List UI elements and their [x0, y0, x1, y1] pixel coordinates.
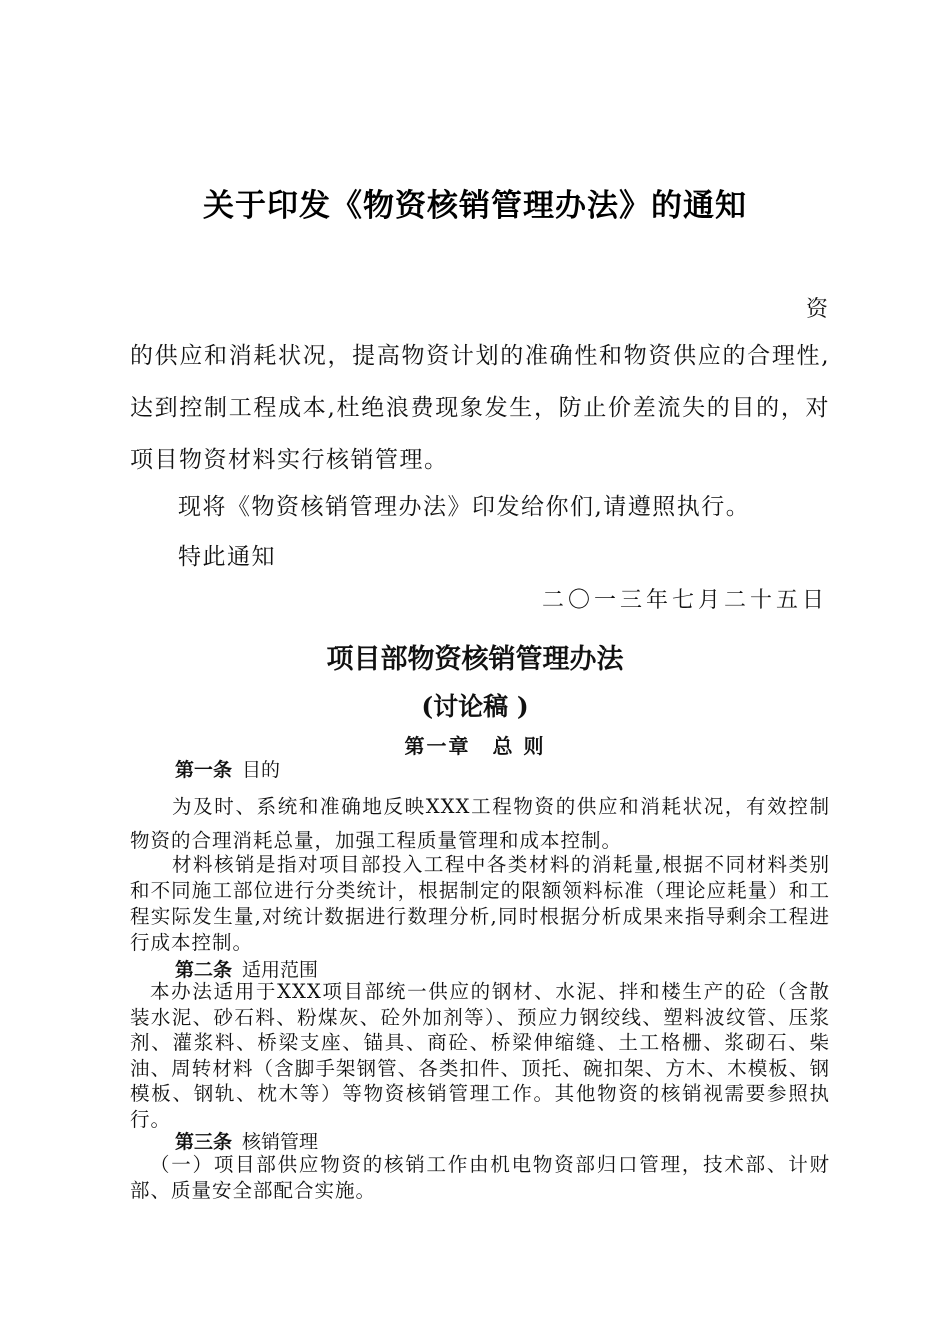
article-1-heading [175, 755, 280, 782]
article-3-text: （一）项目部供应物资的核销工作由机电物资部归口管理，技术部、计财部、质量安全部配合实施。 [130, 1153, 830, 1202]
article-1-name: 目的 [242, 759, 281, 781]
rules-title: 项目部物资核销管理办法 [326, 644, 624, 675]
article-3-label: 第三条 [175, 1131, 233, 1153]
notice-paragraph-1: 的供应和消耗状况，提高物资计划的准确性和物资供应的合理性,达到控制工程成本,杜绝浪费现象发生，防止价差流失的目的，对项目物资材料实行核销管理。 [130, 343, 830, 473]
article-3-name: 核销管理 [242, 1131, 319, 1153]
article-1-text-2: 材料核销是指对项目部投入工程中各类材料的消耗量,根据不同材料类别和不同施工部位进行分类统计，根据制定的限额领料标准（理论应耗量）和工程实际发生量,对统计数据进行数理分析,同时根据分析成果来指导剩余工程进行成本控制。 [130, 853, 830, 954]
article-2-text: 本办法适用于XXX项目部统一供应的钢材、水泥、拌和楼生产的砼（含散装水泥、砂石料、粉煤灰、砼外加剂等）、预应力钢绞线、塑料波纹管、压浆剂、灌浆料、桥梁支座、锚具、商砼、桥梁伸缩缝、土工格栅、浆砌石、柴油、周转材料（含脚手架钢管、各类扣件、顶托、碗扣架、方木、木模板、钢模板、钢轨、枕木等）等物资核销管理工作。其他物资的核销视需要参照执行。 [130, 980, 830, 1131]
article-3-heading [175, 1127, 318, 1154]
notice-paragraph-3: 特此通知 [178, 544, 276, 570]
notice-paragraph-2: 现将《物资核销管理办法》印发给你们,请遵照执行。 [178, 494, 751, 520]
article-1-text-1: 为及时、系统和准确地反映XXX工程物资的供应和消耗状况，有效控制物资的合理消耗总量，加强工程质量管理和成本控制。 [130, 795, 830, 852]
article-1-label: 第一条 [175, 759, 233, 781]
chapter-heading: 第一章 总 则 [404, 734, 546, 758]
rules-subtitle: (讨论稿 ) [421, 692, 529, 721]
article-2-label: 第二条 [175, 959, 233, 981]
notice-lead-char: 资 [805, 297, 828, 322]
article-2-heading [175, 955, 318, 982]
article-2-name: 适用范围 [242, 959, 319, 981]
notice-date: 二〇一三年七月二十五日 [541, 588, 828, 613]
notice-title: 关于印发《物资核销管理办法》的通知 [203, 188, 747, 224]
